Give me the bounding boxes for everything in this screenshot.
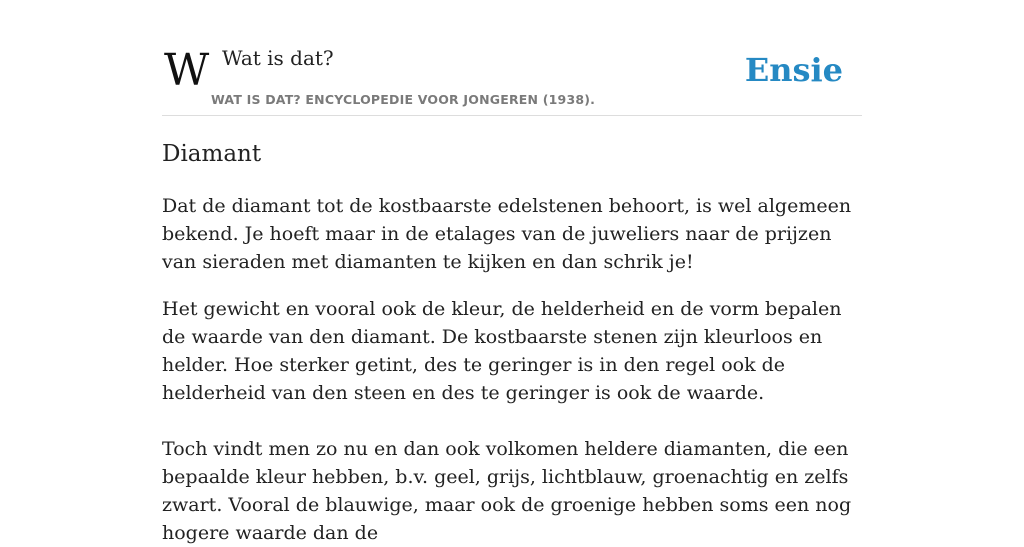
site-title[interactable]: Wat is dat? — [222, 46, 334, 70]
ensie-brand-link[interactable]: Ensie — [744, 51, 843, 89]
wikipedia-w-logo-icon[interactable]: W — [164, 45, 210, 96]
site-header — [162, 40, 862, 116]
article-paragraph-1: Dat de diamant tot de kostbaarste edelstenen behoort, is wel algemeen bekend. Je hoeft maar in de etalages van de juweliers naar de prijzen van sieraden met diamanten te kijken en dan schrik je! — [162, 195, 852, 273]
article — [162, 138, 868, 547]
article-paragraph-3: Toch vindt men zo nu en dan ook volkomen heldere diamanten, die een bepaalde kleur hebben, b.v. geel, grijs, lichtblauw, groenachtig en zelfs zwart. Vooral de blauwige, maar ook de groenige hebben soms een nog hogere waarde dan de — [162, 438, 852, 544]
site-subtitle: WAT IS DAT? ENCYCLOPEDIE VOOR JONGEREN (1938). — [211, 92, 596, 107]
article-paragraph-2: Het gewicht en vooral ook de kleur, de helderheid en de vorm bepalen de waarde van den diamant. De kostbaarste stenen zijn kleurloos en helder. Hoe sterker getint, des te geringer is in den regel ook de helderheid van den steen en des te geringer is ook de waarde. — [162, 298, 842, 404]
article-title: Diamant — [162, 141, 262, 167]
